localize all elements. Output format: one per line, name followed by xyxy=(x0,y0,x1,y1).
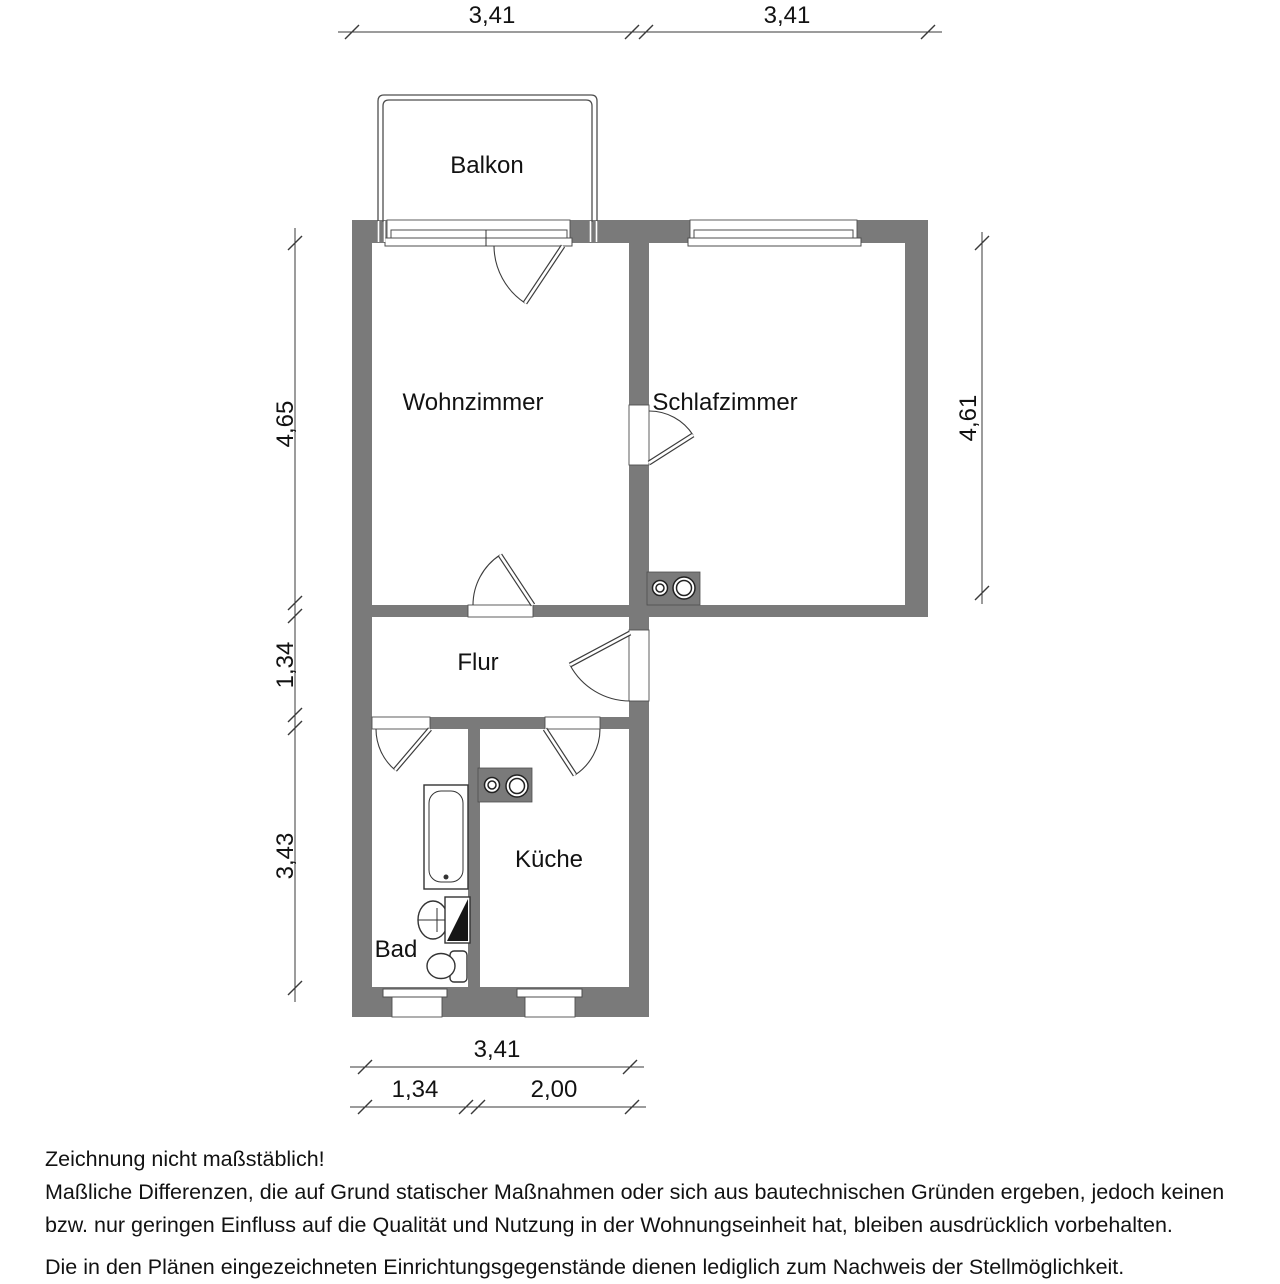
bathtub-outline xyxy=(424,785,468,889)
wall-left xyxy=(352,243,372,1017)
dim-label-left-3: 3,43 xyxy=(272,832,299,880)
door-leaf xyxy=(570,633,630,665)
entrance-door xyxy=(570,633,630,701)
dim-label-top-2: 3,41 xyxy=(763,2,811,29)
door-swing-icon xyxy=(473,555,500,605)
door-opening-wohnzimmer-flur xyxy=(468,605,533,617)
balcony-door xyxy=(494,246,563,303)
room-label-kueche: Küche xyxy=(514,846,584,873)
note-line: Die in den Plänen eingezeichneten Einrichtungsgegenstände dienen lediglich zum Nachweis der Stellmöglichkeit. xyxy=(45,1255,1125,1279)
door-leaf xyxy=(500,555,533,605)
dim-label-left-1: 4,65 xyxy=(272,400,299,448)
wohnzimmer-flur-door xyxy=(473,555,533,605)
window-sill-kueche xyxy=(517,989,582,997)
toilet-icon xyxy=(427,951,467,982)
note-line: bzw. nur geringen Einfluss auf die Qualität und Nutzung in der Wohnungseinheit hat, bleiben ausdrücklich vorbehalten. xyxy=(45,1213,1173,1237)
door-leaf xyxy=(545,729,575,775)
door-leaf xyxy=(649,435,693,463)
bathtub-drain xyxy=(444,875,449,880)
toilet-bowl xyxy=(427,954,455,979)
kueche-door xyxy=(545,729,600,775)
sink-basin xyxy=(677,581,692,596)
dim-label-bottom-total: 3,41 xyxy=(473,1036,521,1063)
door-leaf xyxy=(525,246,563,303)
wall-right-upper xyxy=(905,243,928,617)
sink-basin xyxy=(656,584,664,592)
bad-door xyxy=(376,729,430,770)
note-line: Maßliche Differenzen, die auf Grund statischer Maßnahmen oder sich aus bautechnischen Gründen ergeben, jedoch keinen xyxy=(45,1180,1225,1204)
door-swing-icon xyxy=(575,729,600,775)
window-opening-bad xyxy=(392,997,442,1017)
dim-label-top-1: 3,41 xyxy=(468,2,516,29)
room-label-wohnzimmer: Wohnzimmer xyxy=(402,389,544,416)
fixtures xyxy=(418,572,700,982)
door-swing-icon xyxy=(494,246,525,303)
wall-schlafzimmer-bottom xyxy=(645,605,928,617)
sink-basin xyxy=(510,779,525,794)
door-opening-entrance xyxy=(629,630,649,701)
walls xyxy=(352,220,928,1017)
dim-label-left-2: 1,34 xyxy=(272,641,299,689)
window-sill-schlafzimmer xyxy=(688,238,861,246)
note-gap xyxy=(45,1242,1260,1251)
room-label-schlafzimmer: Schlafzimmer xyxy=(652,389,798,416)
window-opening-kueche xyxy=(525,997,575,1017)
schlafzimmer-door xyxy=(649,411,693,463)
window-sill-schlafzimmer xyxy=(694,230,853,238)
sink-basin xyxy=(488,781,496,789)
door-leaf xyxy=(395,729,430,770)
disclaimer-notes xyxy=(45,1143,1260,1284)
door-swing-icon xyxy=(570,665,630,701)
room-label-balkon: Balkon xyxy=(450,152,524,179)
door-opening-bad xyxy=(372,717,430,729)
bathtub-icon xyxy=(424,785,468,889)
window-sill-wohnzimmer xyxy=(391,230,567,238)
boiler-icon xyxy=(445,897,470,943)
sink-icon xyxy=(647,572,700,605)
window-sill-wohnzimmer xyxy=(385,238,572,246)
note-line: Zeichnung nicht maßstäblich! xyxy=(45,1147,325,1171)
dim-label-bottom-seg-1: 1,34 xyxy=(391,1076,439,1103)
door-opening-schlafzimmer xyxy=(629,405,649,465)
room-label-flur: Flur xyxy=(457,649,499,676)
room-label-bad: Bad xyxy=(374,936,418,963)
window-sill-bad xyxy=(383,989,447,997)
sink-icon xyxy=(478,768,532,802)
dim-label-right: 4,61 xyxy=(955,394,982,442)
dim-label-bottom-seg-2: 2,00 xyxy=(530,1076,578,1103)
door-swing-icon xyxy=(376,729,395,770)
door-opening-kueche xyxy=(545,717,600,729)
